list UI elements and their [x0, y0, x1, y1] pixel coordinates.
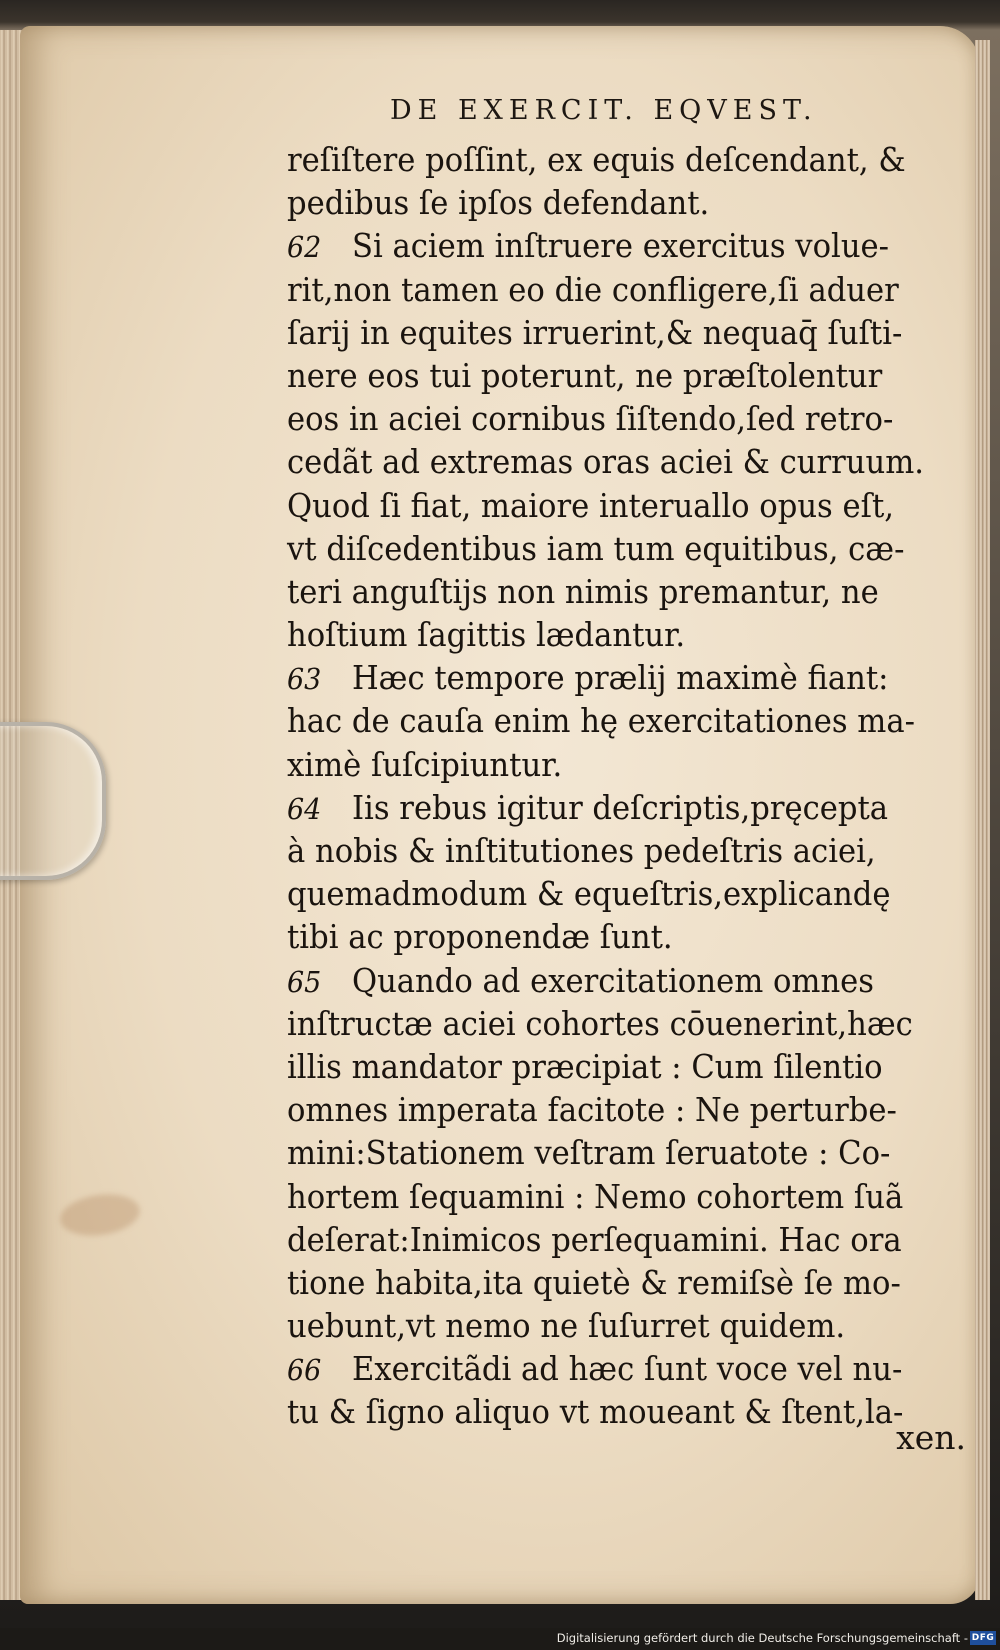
line-text: tibi ac proponendæ ſunt. — [287, 917, 673, 957]
line-text: tione habita,ita quietè & remiſsè ſe mo- — [287, 1262, 901, 1302]
running-head: DE EXERCIT. EQVEST. — [390, 95, 818, 126]
right-page-edge — [975, 40, 990, 1600]
paragraph-number: 64 — [287, 791, 322, 826]
line-text: hortem ſequamini : Nemo cohortem ſuã — [287, 1176, 904, 1216]
text-line — [287, 1261, 927, 1304]
line-text: Quod ſi fiat, maiore interuallo opus eſt, — [287, 485, 894, 525]
text-line — [287, 397, 927, 440]
text-line — [287, 527, 927, 570]
line-text: mini:Stationem veſtram ſeruatote : Co- — [287, 1133, 891, 1173]
line-text: ximè ſuſcipiuntur. — [287, 744, 563, 784]
line-text: teri anguſtijs non nimis premantur, ne — [287, 571, 879, 611]
paragraph-number: 62 — [287, 230, 322, 265]
paragraph-number: 63 — [287, 662, 322, 697]
line-text: à nobis & inſtitutiones pedeſtris aciei, — [287, 831, 876, 870]
line-text: illis mandator præcipiat : Cum ſilentio — [287, 1046, 883, 1086]
line-text: deſerat:Inimicos perſequamini. Hac ora — [287, 1219, 902, 1259]
line-text: pedibus ſe ipſos defendant. — [287, 183, 710, 223]
line-text: eos in aciei cornibus ſiſtendo,ſed retro- — [287, 399, 894, 439]
line-text: cedãt ad extremas oras aciei & curruum. — [287, 442, 924, 482]
digitization-credit: Digitalisierung gefördert durch die Deutsche Forschungsgemeinschaft - — [556, 1631, 968, 1645]
line-text: inſtructæ aciei cohortes cōuenerint,hæc — [287, 1003, 913, 1043]
text-line — [287, 1347, 927, 1390]
text-line — [287, 743, 927, 786]
text-line — [287, 915, 927, 958]
line-text: Quando ad exercitationem omnes — [351, 960, 875, 1000]
text-line — [287, 1218, 927, 1261]
line-text: Exercitãdi ad hæc ſunt voce vel nu- — [351, 1349, 903, 1389]
text-line — [287, 1390, 927, 1433]
line-text: vt diſcedentibus iam tum equitibus, cæ- — [287, 528, 905, 568]
text-line — [287, 484, 927, 527]
line-text: omnes imperata facitote : Ne perturbe- — [287, 1090, 897, 1130]
line-text: reſiſtere poſſint, ex equis deſcendant, & — [287, 140, 906, 179]
line-text: Si aciem inſtruere exercitus volue- — [351, 226, 890, 266]
text-line — [287, 786, 927, 829]
line-text: Hæc tempore prælij maximè fiant: — [351, 658, 889, 698]
catchword: xen. — [896, 1418, 966, 1457]
text-line — [287, 699, 927, 742]
text-line — [287, 872, 927, 915]
text-line — [287, 1045, 927, 1088]
line-text: quemadmodum & equeſtris,explicandę — [287, 874, 891, 914]
text-line — [287, 1131, 927, 1174]
text-line — [287, 959, 927, 1002]
text-line — [287, 1175, 927, 1218]
line-text: ſarij in equites irruerint,& nequaq̄ ſuſti- — [287, 312, 903, 352]
line-text: uebunt,vt nemo ne ſuſurret quidem. — [287, 1306, 846, 1346]
line-text: rit,non tamen eo die confligere,ſi aduer — [287, 269, 899, 309]
body-text — [287, 138, 977, 1434]
text-line — [287, 224, 927, 267]
page-clip — [0, 722, 106, 880]
paragraph-number: 65 — [287, 964, 322, 999]
text-line — [287, 181, 927, 224]
text-line — [287, 829, 927, 872]
text-line — [287, 138, 927, 181]
text-line — [287, 1088, 927, 1131]
line-text: Iis rebus igitur deſcriptis,pręcepta — [351, 787, 889, 827]
text-line — [287, 1002, 927, 1045]
text-line — [287, 354, 927, 397]
line-text: hac de cauſa enim hę exercitationes ma- — [287, 701, 915, 741]
line-text: hoſtium ſagittis lædantur. — [287, 615, 686, 655]
dfg-logo: DFG — [971, 1633, 995, 1643]
text-line — [287, 268, 927, 311]
text-line — [287, 570, 927, 613]
text-line — [287, 1304, 927, 1347]
text-line — [287, 656, 927, 699]
line-text: tu & ſigno aliquo vt moueant & ſtent,la- — [287, 1392, 904, 1432]
text-line — [287, 440, 927, 483]
text-line — [287, 311, 927, 354]
line-text: nere eos tui poterunt, ne præſtolentur — [287, 355, 883, 395]
paragraph-number: 66 — [287, 1353, 322, 1388]
text-line — [287, 613, 927, 656]
